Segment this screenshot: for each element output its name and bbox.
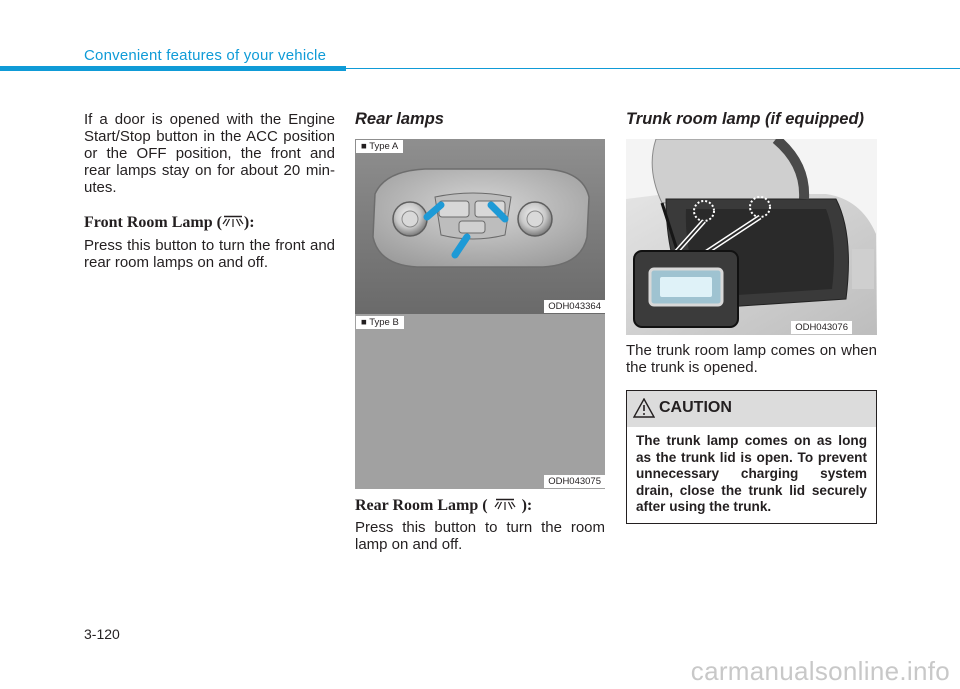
front-room-lamp-title: [84, 214, 255, 232]
rear-room-lamp-title: [355, 497, 532, 515]
intro-text: If a door is opened with the Engine Start/Stop button in the ACC position or the OFF position, the front and rear lamps stay on for about 20 min-utes.: [84, 111, 335, 196]
caution-title: CAUTION: [659, 399, 732, 416]
trunk-illustration: [626, 139, 877, 335]
rear-lamp-console-illustration: [355, 139, 605, 314]
front-title-post: ):: [243, 214, 255, 231]
caution-box: [626, 390, 877, 524]
rear-lamps-heading: Rear lamps: [355, 110, 444, 128]
trunk-image: [626, 139, 877, 335]
section-title: Convenient features of your vehicle: [84, 47, 327, 64]
header-rule: [346, 68, 960, 69]
rear-title-post: ):: [521, 497, 533, 514]
type-a-image: [355, 139, 605, 314]
trunk-lamp-heading: Trunk room lamp (if equipped): [626, 110, 865, 128]
image-code-a: ODH043364: [544, 300, 605, 313]
image-code-b: ODH043075: [544, 475, 605, 488]
watermark: carmanualsonline.info: [690, 656, 950, 686]
type-b-label: ■ Type B: [356, 316, 404, 329]
trunk-lamp-text: The trunk room lamp comes on when the trunk is opened.: [626, 342, 877, 376]
front-room-lamp-text: Press this button to turn the front and rear room lamps on and off.: [84, 237, 335, 271]
page-number: 3-120: [84, 626, 120, 642]
type-a-label: ■ Type A: [356, 140, 403, 153]
room-lamp-icon: [488, 498, 522, 511]
warning-triangle-icon: [633, 398, 655, 418]
front-title-pre: Front Room Lamp (: [84, 214, 222, 231]
rear-title-pre: Rear Room Lamp (: [355, 497, 488, 514]
rear-room-lamp-text: Press this button to turn the room lamp on and off.: [355, 519, 605, 553]
header-bar: [0, 66, 346, 71]
caution-header: [627, 391, 876, 427]
image-code-trunk: ODH043076: [791, 321, 852, 334]
type-b-image: [355, 314, 605, 489]
caution-text: The trunk lamp comes on as long as the trunk lid is open. To prevent unnecessary charging system drain, close the trunk lid securely after using the trunk.: [636, 433, 867, 514]
room-lamp-icon: [222, 215, 244, 228]
